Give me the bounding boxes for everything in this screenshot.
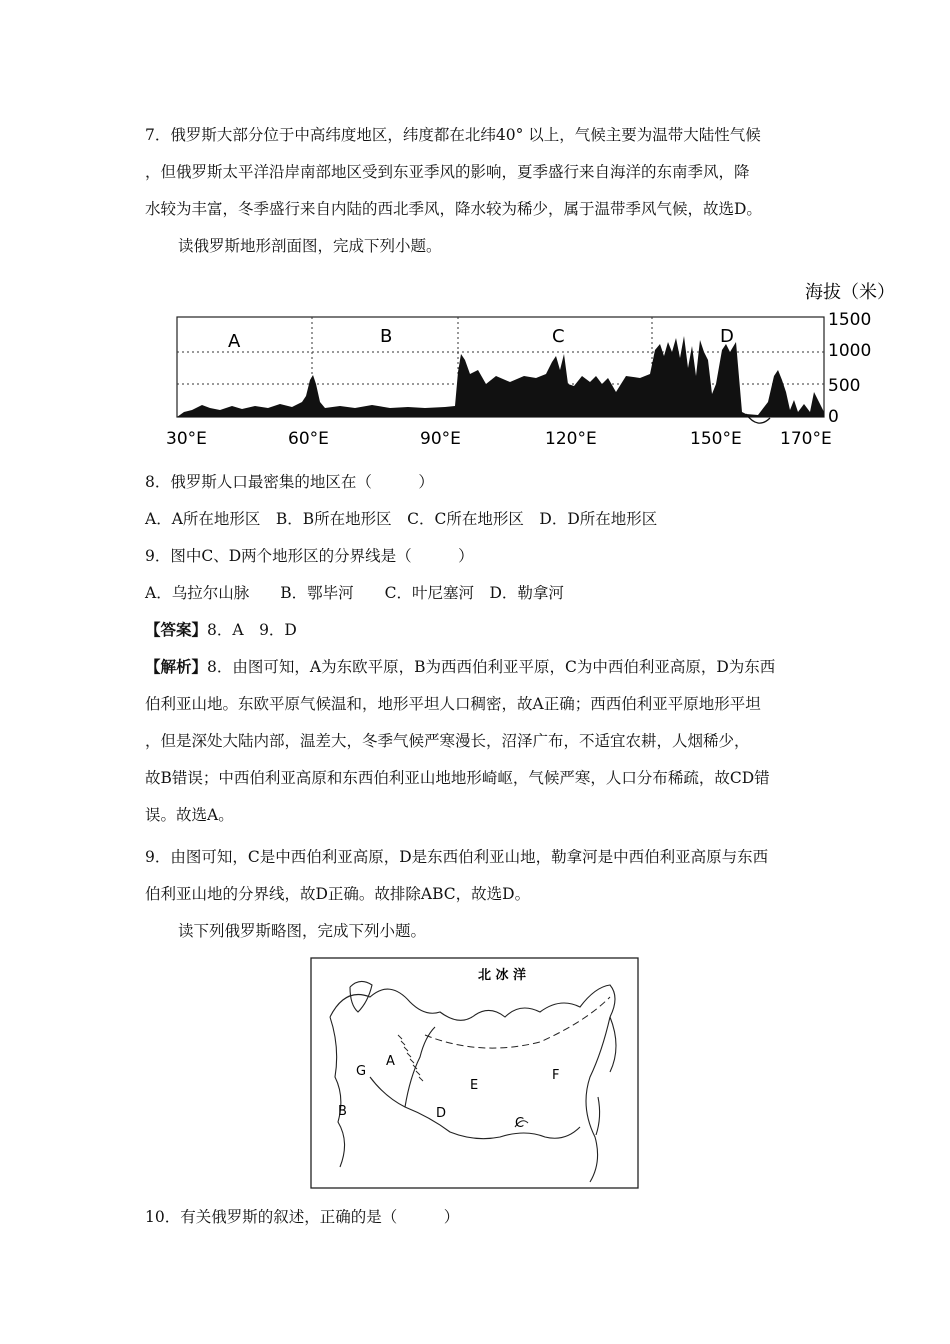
map-letter-c: C [515,1116,525,1131]
analysis-line-3: ，但是深处大陆内部，温差大，冬季气候严寒漫长，沼泽广布，不适宜农耕，人烟稀少， [145,732,750,750]
map-letter-g: G [356,1064,367,1079]
analysis-line-4: 故B错误；中西伯利亚高原和东西伯利亚山地地形崎岖，气候严寒，人口分布稀疏，故CD错 [145,769,770,787]
answer-tag: 【答案】 [145,620,208,639]
y-tick-500: 500 [828,376,861,396]
x-tick-30e: 30°E [166,429,207,449]
y-tick-1500: 1500 [828,310,872,330]
analysis-line-6: 9．由图可知，C是中西伯利亚高原，D是东西伯利亚山地，勒拿河是中西伯利亚高原与东西 [145,848,769,866]
analysis-line-2: 伯利亚山地。东欧平原气候温和，地形平坦人口稠密，故A正确；西西伯利亚平原地形平坦 [145,695,761,713]
ocean-label: 北 冰 洋 [478,968,527,983]
region-label-c: C [552,326,565,347]
x-tick-60e: 60°E [288,429,329,449]
x-tick-150e: 150°E [690,429,742,449]
analysis-text-1: 8．由图可知，A为东欧平原，B为西西伯利亚平原，C为中西伯利亚高原，D为东西 [207,658,776,676]
q10-stem: 10．有关俄罗斯的叙述，正确的是（ ） [145,1208,460,1226]
terrain-profile-chart [150,272,910,457]
region-label-d: D [720,326,734,347]
analysis-tag: 【解析】 [145,657,208,676]
y-tick-1000: 1000 [828,341,872,361]
map-letter-f: F [552,1068,560,1083]
answer-text: 8．A 9．D [207,621,297,639]
answer-line [145,619,297,641]
map-letter-d: D [436,1106,447,1121]
y-tick-0: 0 [828,407,839,427]
region-label-b: B [380,326,393,347]
q9-options: A．乌拉尔山脉 B．鄂毕河 C．叶尼塞河 D．勒拿河 [145,584,564,602]
x-tick-90e: 90°E [420,429,461,449]
analysis-line-7: 伯利亚山地的分界线，故D正确。故排除ABC，故选D。 [145,885,531,903]
region-label-a: A [228,331,241,352]
x-tick-170e: 170°E [780,429,832,449]
q8-stem: 8．俄罗斯人口最密集的地区在（ ） [145,473,434,491]
intro-map: 读下列俄罗斯略图，完成下列小题。 [178,922,427,940]
analysis-line-1 [145,656,775,678]
q7-line-3: 水较为丰富，冬季盛行来自内陆的西北季风，降水较为稀少，属于温带季风气候，故选D。 [145,200,762,218]
q9-stem: 9．图中C、D两个地形区的分界线是（ ） [145,547,474,565]
x-tick-120e: 120°E [545,429,597,449]
map-letter-e: E [470,1078,479,1093]
q7-line-1: 7．俄罗斯大部分位于中高纬度地区，纬度都在北纬40° 以上，气候主要为温带大陆性气候 [145,126,761,144]
map-letter-b: B [338,1104,347,1119]
map-letter-a: A [386,1054,395,1069]
intro-profile: 读俄罗斯地形剖面图，完成下列小题。 [178,237,442,255]
q7-line-2: ，但俄罗斯太平洋沿岸南部地区受到东亚季风的影响，夏季盛行来自海洋的东南季风，降 [145,163,750,181]
q8-options: A．A所在地形区 B．B所在地形区 C．C所在地形区 D．D所在地形区 [145,510,658,528]
russia-sketch-map [310,957,640,1189]
terrain-silhouette [177,336,824,417]
analysis-line-5: 误。故选A。 [145,806,234,824]
profile-unit-label: 海拔（米） [805,282,895,303]
